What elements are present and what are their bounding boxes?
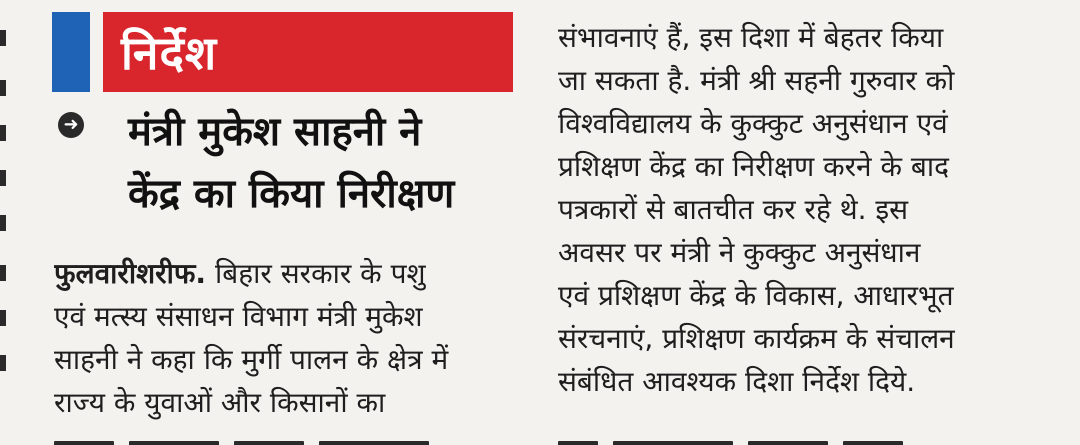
edge-text-fragment — [0, 265, 6, 281]
section-label: निर्देश — [121, 26, 218, 80]
body-line: प्रशिक्षण केंद्र का निरीक्षण करने के बाद — [558, 150, 949, 183]
edge-text-fragment — [0, 125, 6, 141]
body-line: साहनी ने कहा कि मुर्गी पालन के क्षेत्र में — [54, 343, 449, 376]
edge-text-fragment — [0, 170, 6, 186]
body-line — [54, 252, 524, 295]
cropped-glyph — [129, 441, 219, 445]
cropped-glyph — [234, 441, 304, 445]
edge-text-fragment — [0, 310, 6, 326]
cropped-glyph — [613, 441, 733, 445]
headline-line-2: केंद्र का किया निरीक्षण — [128, 171, 455, 217]
cropped-text-line — [558, 432, 1028, 445]
cropped-glyph — [843, 441, 903, 445]
cropped-text-line — [54, 432, 524, 445]
article-right-column — [558, 16, 1028, 403]
body-line: अवसर पर मंत्री ने कुक्कुट अनुसंधान — [558, 236, 921, 269]
body-line: एवं मत्स्य संसाधन विभाग मंत्री मुकेश — [54, 300, 423, 333]
body-line: जा सकता है. मंत्री श्री सहनी गुरुवार को — [558, 64, 955, 97]
cropped-glyph — [319, 441, 429, 445]
edge-text-fragment — [0, 355, 6, 371]
body-line: एवं प्रशिक्षण केंद्र के विकास, आधारभूत — [558, 279, 954, 312]
body-line: संबंधित आवश्यक दिशा निर्देश दिये. — [558, 365, 916, 398]
article-left-column — [54, 252, 524, 424]
edge-text-fragment — [0, 215, 6, 231]
section-banner — [103, 12, 513, 92]
edge-text-fragment — [0, 30, 6, 46]
adjacent-column-edge — [0, 0, 14, 445]
body-line: विश्वविद्यालय के कुक्कुट अनुसंधान एवं — [558, 107, 948, 140]
body-line: राज्य के युवाओं और किसानों का — [54, 386, 386, 419]
dateline: फुलवारीशरीफ. — [54, 257, 207, 290]
body-line: संभावनाएं हैं, इस दिशा में बेहतर किया — [558, 21, 944, 54]
arrow-right-circle-icon: ➜ — [58, 112, 84, 138]
body-text: बिहार सरकार के पशु — [206, 257, 426, 290]
body-line: संरचनाएं, प्रशिक्षण कार्यक्रम के संचालन — [558, 322, 955, 355]
cropped-glyph — [558, 441, 598, 445]
cropped-glyph — [748, 441, 828, 445]
cropped-glyph — [54, 441, 114, 445]
body-line: पत्रकारों से बातचीत कर रहे थे. इस — [558, 193, 909, 226]
headline-line-1: मंत्री मुकेश साहनी ने — [128, 109, 422, 155]
edge-text-fragment — [0, 80, 6, 96]
section-accent-block — [52, 12, 90, 92]
